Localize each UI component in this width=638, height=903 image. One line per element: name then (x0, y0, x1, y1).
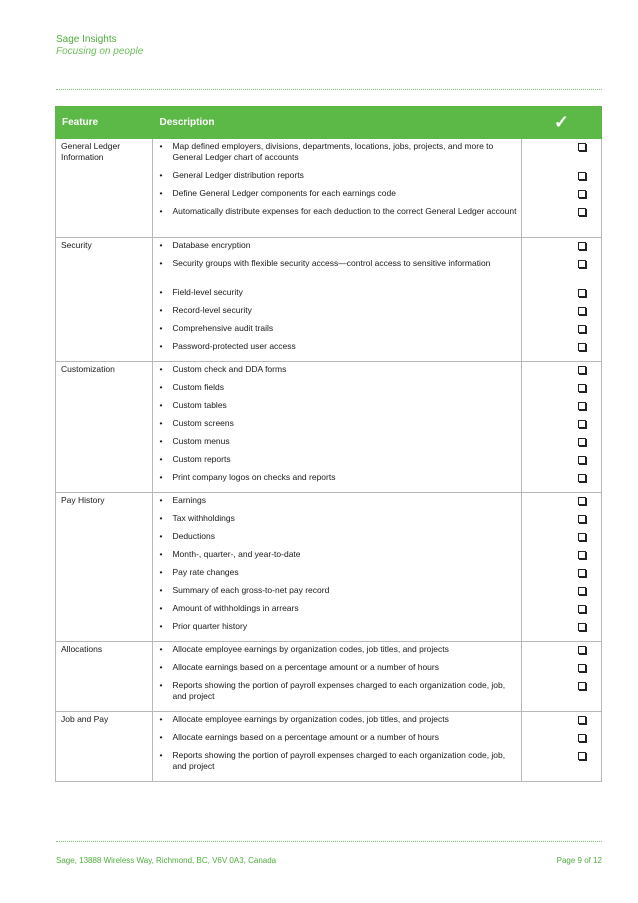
list-item (159, 188, 520, 206)
list-item (159, 513, 520, 531)
bullet-icon: • (159, 141, 163, 151)
description-column-header: Description (153, 107, 521, 139)
bullet-icon: • (159, 240, 163, 250)
item-text: Custom tables (172, 400, 227, 410)
list-item (159, 531, 520, 549)
item-text: Pay rate changes (172, 567, 239, 577)
bullet-icon: • (159, 621, 163, 631)
checkmark-icon: ✓ (521, 107, 601, 139)
item-text: Summary of each gross-to-net pay record (172, 585, 330, 595)
checkbox-icon[interactable] (578, 325, 586, 333)
brand-name: Sage Insights (56, 34, 117, 45)
checkbox-icon[interactable] (578, 646, 586, 654)
checkbox-icon[interactable] (578, 402, 586, 410)
checkbox-row (522, 285, 601, 303)
feature-name: Job and Pay (56, 712, 153, 782)
feature-description (153, 238, 521, 362)
bullet-icon: • (159, 662, 163, 672)
checkbox-icon[interactable] (578, 384, 586, 392)
bullet-icon: • (159, 714, 163, 724)
brand-block (56, 34, 143, 58)
bullet-icon: • (159, 549, 163, 559)
checkbox-row (522, 748, 601, 777)
checkbox-icon[interactable] (578, 664, 586, 672)
item-text: Prior quarter history (172, 621, 248, 631)
table-row (56, 238, 602, 362)
checkbox-icon[interactable] (578, 497, 586, 505)
item-text: Reports showing the portion of payroll expenses charged to each organization code, job, and project (172, 750, 506, 771)
footer-address: Sage, 13888 Wireless Way, Richmond, BC, V6V 0A3, Canada (56, 856, 277, 865)
brand-tagline: Focusing on people (56, 46, 144, 57)
checkbox-row (522, 416, 601, 434)
feature-name: Customization (56, 362, 153, 493)
list-item (159, 240, 520, 258)
feature-description (153, 493, 521, 642)
feature-description (153, 712, 521, 782)
item-text: Deductions (172, 531, 215, 541)
item-text: Custom reports (172, 454, 231, 464)
item-text: Tax withholdings (172, 513, 235, 523)
checkbox-icon[interactable] (578, 172, 586, 180)
checkbox-icon[interactable] (578, 623, 586, 631)
footer-divider (56, 841, 602, 842)
list-item (159, 714, 520, 732)
checkbox-row (522, 601, 601, 619)
list-item (159, 341, 520, 359)
bullet-icon: • (159, 585, 163, 595)
checkbox-icon[interactable] (578, 190, 586, 198)
checkbox-row (522, 303, 601, 321)
list-item (159, 549, 520, 567)
table-row (56, 712, 602, 782)
checkbox-icon[interactable] (578, 208, 586, 216)
item-text: Allocate employee earnings by organization codes, job titles, and projects (172, 644, 449, 654)
checkbox-row (522, 139, 601, 168)
checkbox-row (522, 583, 601, 601)
bullet-icon: • (159, 750, 163, 760)
checkbox-column (521, 238, 601, 362)
item-text: Define General Ledger components for each earnings code (172, 188, 396, 198)
bullet-icon: • (159, 305, 163, 315)
checkbox-row (522, 730, 601, 748)
item-text: General Ledger distribution reports (172, 170, 304, 180)
list-item (159, 603, 520, 621)
item-text: Month-, quarter-, and year-to-date (172, 549, 301, 559)
checkbox-row (522, 565, 601, 583)
bullet-icon: • (159, 732, 163, 742)
list-item (159, 732, 520, 750)
checkbox-row (522, 511, 601, 529)
checkbox-icon[interactable] (578, 366, 586, 374)
header-divider (56, 89, 602, 90)
checkbox-icon[interactable] (578, 587, 586, 595)
list-item (159, 436, 520, 454)
bullet-icon: • (159, 454, 163, 464)
checkbox-row (522, 398, 601, 416)
bullet-icon: • (159, 323, 163, 333)
checkbox-icon[interactable] (578, 242, 586, 250)
list-item (159, 305, 520, 323)
item-text: Password-protected user access (172, 341, 296, 351)
checkbox-column (521, 642, 601, 712)
checkbox-row (522, 642, 601, 660)
item-text: Reports showing the portion of payroll expenses charged to each organization code, job, and project (172, 680, 506, 701)
bullet-icon: • (159, 188, 163, 198)
checkbox-column (521, 362, 601, 493)
feature-name: Security (56, 238, 153, 362)
bullet-icon: • (159, 170, 163, 180)
checkbox-row (522, 186, 601, 204)
list-item (159, 400, 520, 418)
checkbox-icon[interactable] (578, 734, 586, 742)
list-item (159, 662, 520, 680)
checkbox-icon[interactable] (578, 551, 586, 559)
checkbox-row (522, 660, 601, 678)
checkbox-row (522, 678, 601, 707)
bullet-icon: • (159, 206, 163, 216)
checkbox-icon[interactable] (578, 456, 586, 464)
feature-table (55, 106, 602, 782)
table-row (56, 642, 602, 712)
list-item (159, 287, 520, 305)
feature-description (153, 139, 521, 238)
item-text: Custom menus (172, 436, 230, 446)
list-item (159, 621, 520, 639)
list-item (159, 495, 520, 513)
checkbox-row (522, 712, 601, 730)
feature-description (153, 362, 521, 493)
item-text: Automatically distribute expenses for each deduction to the correct General Ledger account (172, 206, 517, 216)
checkbox-icon[interactable] (578, 289, 586, 297)
list-item (159, 680, 520, 709)
page-number: Page 9 of 12 (556, 856, 602, 865)
checkbox-icon[interactable] (578, 260, 586, 268)
list-item (159, 206, 520, 235)
item-text: Amount of withholdings in arrears (172, 603, 299, 613)
item-text: Security groups with flexible security access—control access to sensitive information (172, 258, 491, 268)
table-header-row (56, 107, 602, 139)
checkbox-row (522, 339, 601, 357)
bullet-icon: • (159, 472, 163, 482)
item-text: Record-level security (172, 305, 252, 315)
checkbox-row (522, 362, 601, 380)
item-text: Custom check and DDA forms (172, 364, 287, 374)
checkbox-row (522, 204, 601, 233)
checkbox-icon[interactable] (578, 605, 586, 613)
bullet-icon: • (159, 495, 163, 505)
bullet-icon: • (159, 513, 163, 523)
bullet-icon: • (159, 418, 163, 428)
bullet-icon: • (159, 531, 163, 541)
item-text: Database encryption (172, 240, 251, 250)
checkbox-row (522, 452, 601, 470)
checkbox-icon[interactable] (578, 474, 586, 482)
bullet-icon: • (159, 382, 163, 392)
list-item (159, 141, 520, 170)
bullet-icon: • (159, 341, 163, 351)
item-text: Custom screens (172, 418, 234, 428)
checkbox-row (522, 493, 601, 511)
checkbox-icon[interactable] (578, 515, 586, 523)
list-item (159, 644, 520, 662)
item-text: Allocate employee earnings by organization codes, job titles, and projects (172, 714, 449, 724)
list-item (159, 585, 520, 603)
checkbox-row (522, 619, 601, 637)
item-text: Allocate earnings based on a percentage amount or a number of hours (172, 662, 439, 672)
bullet-icon: • (159, 400, 163, 410)
feature-name: Allocations (56, 642, 153, 712)
list-item (159, 567, 520, 585)
list-item (159, 258, 520, 287)
checkbox-icon[interactable] (578, 716, 586, 724)
checkbox-icon[interactable] (578, 143, 586, 151)
bullet-icon: • (159, 287, 163, 297)
checkbox-icon[interactable] (578, 682, 586, 690)
item-text: Print company logos on checks and reports (172, 472, 336, 482)
table-row (56, 493, 602, 642)
table-row (56, 139, 602, 238)
checkbox-row (522, 238, 601, 256)
bullet-icon: • (159, 364, 163, 374)
checkbox-row (522, 529, 601, 547)
list-item (159, 382, 520, 400)
list-item (159, 170, 520, 188)
checkbox-row (522, 470, 601, 488)
checkbox-row (522, 380, 601, 398)
list-item (159, 454, 520, 472)
checkbox-row (522, 547, 601, 565)
item-text: Field-level security (172, 287, 243, 297)
checkbox-column (521, 712, 601, 782)
bullet-icon: • (159, 644, 163, 654)
checkbox-icon[interactable] (578, 307, 586, 315)
item-text: Comprehensive audit trails (172, 323, 274, 333)
bullet-icon: • (159, 436, 163, 446)
checkbox-row (522, 256, 601, 285)
table-row (56, 362, 602, 493)
checkbox-column (521, 139, 601, 238)
list-item (159, 364, 520, 382)
feature-description (153, 642, 521, 712)
bullet-icon: • (159, 603, 163, 613)
item-text: Earnings (172, 495, 207, 505)
checkbox-icon[interactable] (578, 343, 586, 351)
item-text: Map defined employers, divisions, departments, locations, jobs, projects, and more to General Ledger chart of accounts (172, 141, 494, 162)
item-text: Allocate earnings based on a percentage amount or a number of hours (172, 732, 439, 742)
feature-column-header: Feature (56, 107, 153, 139)
item-text: Custom fields (172, 382, 224, 392)
feature-name: General Ledger Information (56, 139, 153, 238)
list-item (159, 472, 520, 490)
bullet-icon: • (159, 258, 163, 268)
checkbox-column (521, 493, 601, 642)
checkbox-icon[interactable] (578, 438, 586, 446)
list-item (159, 750, 520, 779)
checkbox-row (522, 434, 601, 452)
checkbox-icon[interactable] (578, 420, 586, 428)
checkbox-row (522, 321, 601, 339)
checkbox-row (522, 168, 601, 186)
bullet-icon: • (159, 680, 163, 690)
bullet-icon: • (159, 567, 163, 577)
list-item (159, 323, 520, 341)
checkbox-icon[interactable] (578, 569, 586, 577)
checkbox-icon[interactable] (578, 533, 586, 541)
checkbox-icon[interactable] (578, 752, 586, 760)
feature-name: Pay History (56, 493, 153, 642)
list-item (159, 418, 520, 436)
